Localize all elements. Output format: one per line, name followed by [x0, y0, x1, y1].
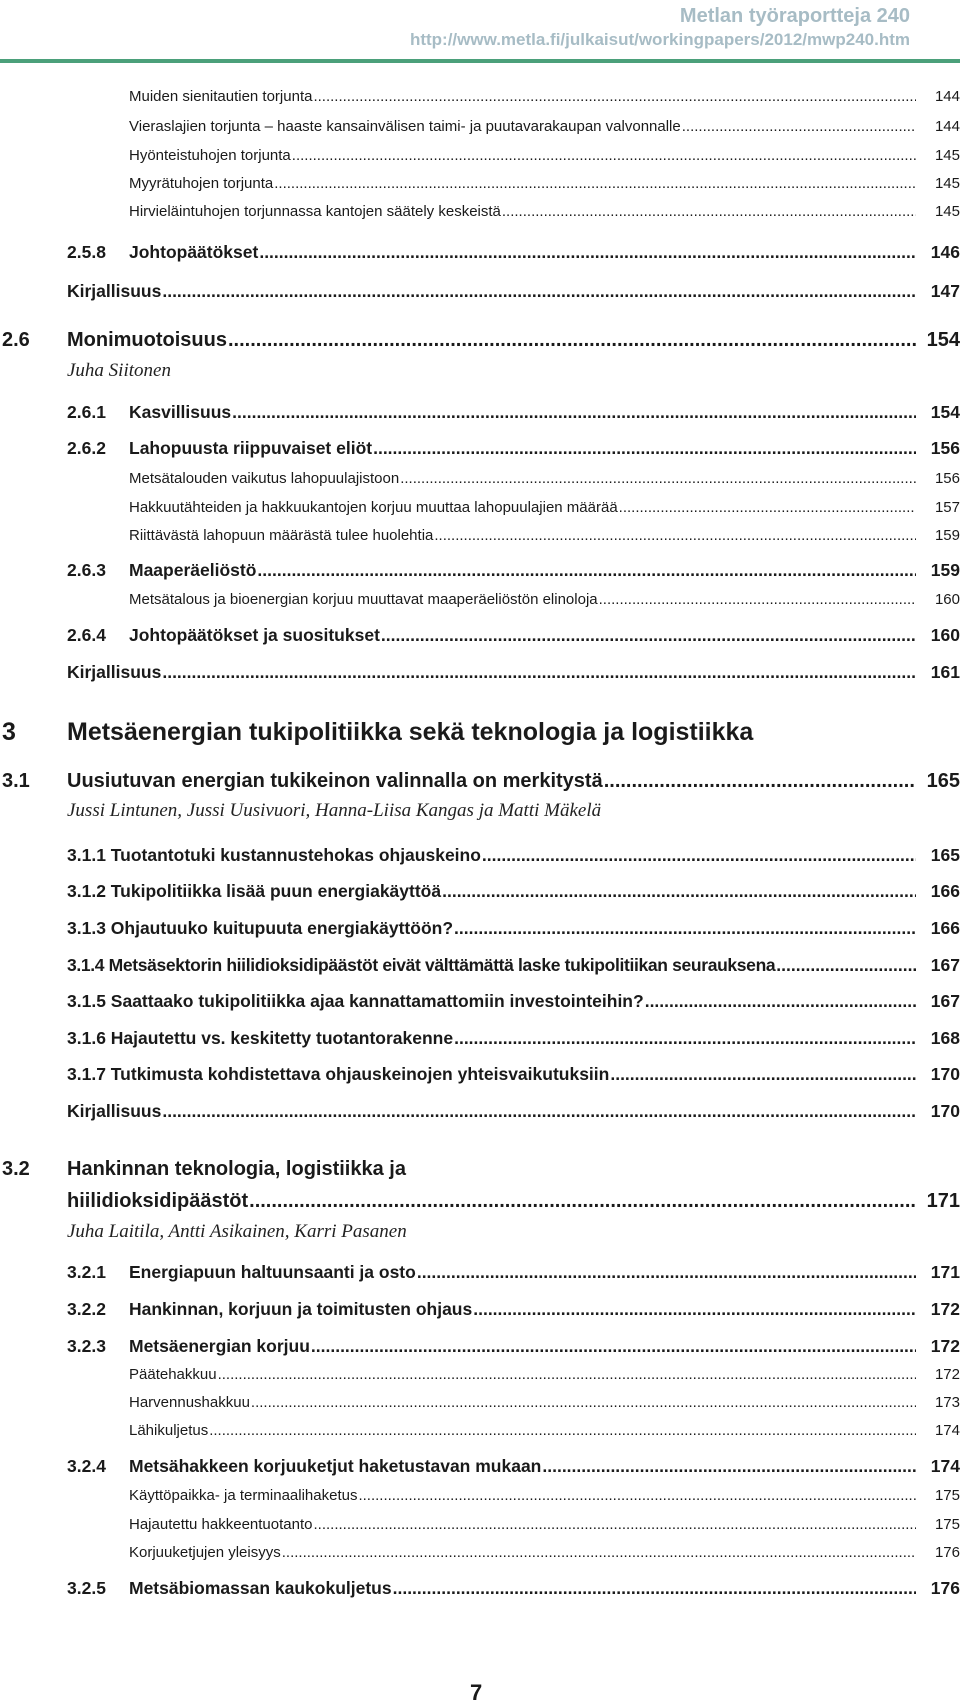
leader-dots: [311, 1336, 916, 1357]
toc-entry-title: Hankinnan, korjuun ja toimitusten ohjaus: [129, 1299, 473, 1319]
toc-entry-title: 3.1.2 Tukipolitiikka lisää puun energiakäyttöä: [67, 881, 442, 901]
toc-entry-number: 2.6.3: [67, 560, 106, 580]
toc-entry-title: 3.1.5 Saattaako tukipolitiikka ajaa kannattamattomiin investointeihin?: [67, 991, 644, 1011]
leader-dots: [682, 118, 916, 135]
toc-entry-page: 174: [934, 1422, 960, 1439]
toc-entry-title: Päätehakkuu: [129, 1366, 217, 1383]
toc-entry-page: 175: [934, 1516, 960, 1533]
toc-entry-title: Lahopuusta riippuvaiset eliöt: [129, 438, 373, 458]
leader-dots: [259, 242, 916, 263]
section-authors: Juha Laitila, Antti Asikainen, Karri Pasanen: [67, 1221, 407, 1242]
page-header: [410, 3, 910, 51]
toc-entry-number: 3.2.5: [67, 1578, 106, 1598]
toc-entry-title: Harvennushakkuu: [129, 1394, 250, 1411]
toc-entry-title: Käyttöpaikka- ja terminaalihaketus: [129, 1487, 358, 1504]
toc-entry-title: Maaperäeliöstö: [129, 560, 257, 580]
toc-entry-title: Korjuuketjujen yleisyys: [129, 1544, 281, 1561]
toc-entry-page: 156: [934, 470, 960, 487]
toc-entry-page: 161: [930, 662, 960, 682]
leader-dots: [604, 770, 916, 793]
toc-entry-title-line1: Hankinnan teknologia, logistiikka ja: [67, 1158, 406, 1180]
toc-entry-title: Metsäbiomassan kaukokuljetus: [129, 1578, 392, 1598]
toc-entry-page: 171: [930, 1262, 960, 1282]
toc-entry-page: 144: [934, 88, 960, 105]
leader-dots: [162, 1101, 916, 1122]
toc-entry-title: Hyönteistuhojen torjunta: [129, 147, 291, 164]
toc-entry-page: 159: [934, 527, 960, 544]
toc-entry-page: 172: [930, 1299, 960, 1319]
toc-entry-title: hiilidioksidipäästöt: [67, 1190, 249, 1212]
leader-dots: [619, 499, 916, 516]
leader-dots: [473, 1299, 916, 1320]
leader-dots: [228, 329, 916, 352]
toc-entry-title: Hirvieläintuhojen torjunnassa kantojen säätely keskeistä: [129, 203, 501, 220]
leader-dots: [442, 881, 916, 902]
leader-dots: [393, 1578, 916, 1599]
toc-entry-page: 176: [930, 1578, 960, 1598]
toc-entry-page: 173: [934, 1394, 960, 1411]
leader-dots: [249, 1190, 916, 1213]
leader-dots: [232, 402, 916, 423]
toc-entry-title: Myyrätuhojen torjunta: [129, 175, 274, 192]
toc-entry-number: 3.2.3: [67, 1336, 106, 1356]
toc-entry-number: 3.2.4: [67, 1456, 106, 1476]
toc-entry-number: 3.2: [2, 1158, 30, 1180]
chapter-title: Metsäenergian tukipolitiikka sekä teknologia ja logistiikka: [67, 718, 754, 746]
series-title: Metlan työraportteja 240: [679, 5, 910, 27]
leader-dots: [274, 175, 916, 192]
toc-entry-page: 167: [930, 955, 960, 975]
toc-entry-number: 2.6.4: [67, 625, 106, 645]
toc-entry-title: Kirjallisuus: [67, 281, 162, 301]
leader-dots: [434, 527, 916, 544]
toc-entry-title: Kasvillisuus: [129, 402, 232, 422]
toc-entry-page: 154: [926, 329, 960, 351]
section-authors: Jussi Lintunen, Jussi Uusivuori, Hanna-Liisa Kangas ja Matti Mäkelä: [67, 800, 602, 821]
toc-entry-page: 145: [934, 203, 960, 220]
leader-dots: [313, 1516, 916, 1533]
toc-entry-title: Metsähakkeen korjuuketjut haketustavan mukaan: [129, 1456, 542, 1476]
series-url[interactable]: http://www.metla.fi/julkaisut/workingpapers/2012/mwp240.htm: [409, 30, 910, 49]
toc-entry-number: 2.6: [2, 329, 30, 351]
toc-entry-title: Lähikuljetus: [129, 1422, 209, 1439]
toc-entry-page: 167: [930, 991, 960, 1011]
toc-entry-title: Johtopäätökset: [129, 242, 259, 262]
leader-dots: [162, 662, 916, 683]
toc-entry-title: Riittävästä lahopuun määrästä tulee huolehtia: [129, 527, 434, 544]
leader-dots: [599, 591, 916, 608]
leader-dots: [776, 955, 916, 976]
toc-entry-page: 172: [934, 1366, 960, 1383]
toc-entry-number: 2.6.1: [67, 402, 106, 422]
leader-dots: [482, 845, 916, 866]
toc-entry-page: 165: [926, 770, 960, 792]
toc-entry-page: 157: [934, 499, 960, 516]
leader-dots: [373, 438, 916, 459]
leader-dots: [282, 1544, 916, 1561]
leader-dots: [542, 1456, 916, 1477]
toc-entry-number: 3.1: [2, 770, 30, 792]
leader-dots: [502, 203, 916, 220]
toc-entry-title: 3.1.4 Metsäsektorin hiilidioksidipäästöt eivät välttämättä laske tukipolitiikan seurauksena: [67, 955, 776, 975]
toc-entry-page: 174: [930, 1456, 960, 1476]
toc-entry-title: Kirjallisuus: [67, 1101, 162, 1121]
leader-dots: [162, 281, 916, 302]
toc-entry-page: 170: [930, 1101, 960, 1121]
toc-entry-title: 3.1.6 Hajautettu vs. keskitetty tuotantorakenne: [67, 1028, 454, 1048]
toc-entry-title: Metsätalous ja bioenergian korjuu muuttavat maaperäeliöstön elinoloja: [129, 591, 598, 608]
leader-dots: [209, 1422, 916, 1439]
toc-entry-title: Johtopäätökset ja suositukset: [129, 625, 380, 645]
header-rule: [0, 59, 960, 63]
toc-entry-page: 172: [930, 1336, 960, 1356]
toc-entry-title: Energiapuun haltuunsaanti ja osto: [129, 1262, 416, 1282]
toc-entry-page: 156: [930, 438, 960, 458]
leader-dots: [257, 560, 916, 581]
toc-entry-number: 2.6.2: [67, 438, 106, 458]
leader-dots: [610, 1064, 916, 1085]
toc-entry-title: Metsäenergian korjuu: [129, 1336, 310, 1356]
leader-dots: [645, 991, 916, 1012]
toc-entry-title: Hakkuutähteiden ja hakkuukantojen korjuu muuttaa lahopuulajien määrää: [129, 499, 618, 516]
toc-entry-page: 176: [934, 1544, 960, 1561]
toc-entry-title: Muiden sienitautien torjunta: [129, 88, 313, 105]
toc-entry-number: 3.2.2: [67, 1299, 106, 1319]
toc-entry-page: 160: [934, 591, 960, 608]
toc-entry-page: 165: [930, 845, 960, 865]
toc-entry-title: 3.1.7 Tutkimusta kohdistettava ohjauskeinojen yhteisvaikutuksiin: [67, 1064, 610, 1084]
toc-entry-page: 144: [934, 118, 960, 135]
toc-entry-page: 166: [930, 918, 960, 938]
leader-dots: [313, 88, 916, 105]
toc-entry-title: 3.1.1 Tuotantotuki kustannustehokas ohjauskeino: [67, 845, 481, 865]
leader-dots: [251, 1394, 916, 1411]
toc-entry-page: 171: [926, 1190, 960, 1212]
toc-entry-page: 154: [930, 402, 960, 422]
toc-entry-title: Kirjallisuus: [67, 662, 162, 682]
toc-entry-page: 175: [934, 1487, 960, 1504]
toc-entry-title: 3.1.3 Ohjautuuko kuitupuuta energiakäyttöön?: [67, 918, 454, 938]
toc-entry-title: Vieraslajien torjunta – haaste kansainvälisen taimi- ja puutavarakaupan valvonnalle: [129, 118, 681, 135]
toc-entry-page: 166: [930, 881, 960, 901]
toc-entry-page: 145: [934, 147, 960, 164]
leader-dots: [454, 918, 916, 939]
toc-entry-number: 3.2.1: [67, 1262, 106, 1282]
toc-entry-title: Metsätalouden vaikutus lahopuulajistoon: [129, 470, 400, 487]
leader-dots: [454, 1028, 916, 1049]
toc-entry-title: Monimuotoisuus: [67, 329, 227, 351]
toc-entry-page: 147: [930, 281, 960, 301]
toc-entry-page: 170: [930, 1064, 960, 1084]
leader-dots: [417, 1262, 916, 1283]
toc-entry-title: Hajautettu hakkeentuotanto: [129, 1516, 313, 1533]
toc-entry-title: Uusiutuvan energian tukikeinon valinnalla on merkitystä: [67, 770, 603, 792]
toc-entry-number: 2.5.8: [67, 242, 106, 262]
leader-dots: [292, 147, 916, 164]
leader-dots: [381, 625, 916, 646]
page-number: 7: [470, 1680, 483, 1705]
chapter-number: 3: [2, 718, 16, 746]
toc-entry-page: 160: [930, 625, 960, 645]
toc-entry-page: 168: [930, 1028, 960, 1048]
leader-dots: [218, 1366, 916, 1383]
toc-entry-page: 145: [934, 175, 960, 192]
toc-entry-page: 146: [930, 242, 960, 262]
toc-entry-page: 159: [930, 560, 960, 580]
leader-dots: [358, 1487, 916, 1504]
leader-dots: [400, 470, 916, 487]
section-authors: Juha Siitonen: [67, 360, 171, 381]
